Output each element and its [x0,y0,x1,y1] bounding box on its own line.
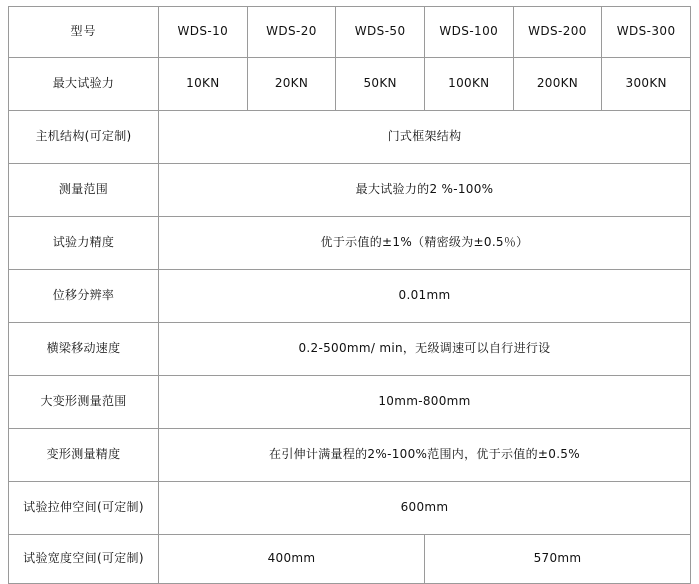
row-label-test-width: 试验宽度空间(可定制) [9,535,159,584]
test-width-cell-2: 570mm [424,535,690,584]
specification-table-body [9,7,691,584]
table-row [9,376,691,429]
model-cell-6: WDS-300 [602,7,691,58]
row-label-max-force: 最大试验力 [9,58,159,111]
max-force-cell-3: 50KN [336,58,425,111]
max-force-cell-2: 20KN [247,58,336,111]
table-row-test-width [9,535,691,584]
row-label: 横梁移动速度 [9,323,159,376]
table-row [9,164,691,217]
model-cell-5: WDS-200 [513,7,602,58]
row-value: 最大试验力的2 %-100% [159,164,691,217]
table-row [9,270,691,323]
model-cell-1: WDS-10 [159,7,248,58]
max-force-cell-6: 300KN [602,58,691,111]
row-label: 测量范围 [9,164,159,217]
row-value: 优于示值的±1%（精密级为±0.5％） [159,217,691,270]
table-row [9,217,691,270]
specification-table [8,6,691,584]
table-row [9,323,691,376]
model-cell-2: WDS-20 [247,7,336,58]
row-label: 变形测量精度 [9,429,159,482]
row-label: 位移分辨率 [9,270,159,323]
row-value: 0.01mm [159,270,691,323]
test-width-cell-1: 400mm [159,535,425,584]
row-value: 600mm [159,482,691,535]
row-value: 在引伸计满量程的2%-100%范围内，优于示值的±0.5% [159,429,691,482]
row-value: 10mm-800mm [159,376,691,429]
model-cell-4: WDS-100 [424,7,513,58]
table-row-max-force [9,58,691,111]
table-row [9,482,691,535]
row-value: 门式框架结构 [159,111,691,164]
max-force-cell-4: 100KN [424,58,513,111]
row-label: 大变形测量范围 [9,376,159,429]
row-label: 试验拉伸空间(可定制) [9,482,159,535]
model-cell-3: WDS-50 [336,7,425,58]
max-force-cell-5: 200KN [513,58,602,111]
row-label: 试验力精度 [9,217,159,270]
table-row-model [9,7,691,58]
row-value: 0.2-500mm/ min，无级调速可以自行进行设 [159,323,691,376]
row-label-model: 型号 [9,7,159,58]
table-row [9,429,691,482]
row-label: 主机结构(可定制) [9,111,159,164]
table-row [9,111,691,164]
max-force-cell-1: 10KN [159,58,248,111]
